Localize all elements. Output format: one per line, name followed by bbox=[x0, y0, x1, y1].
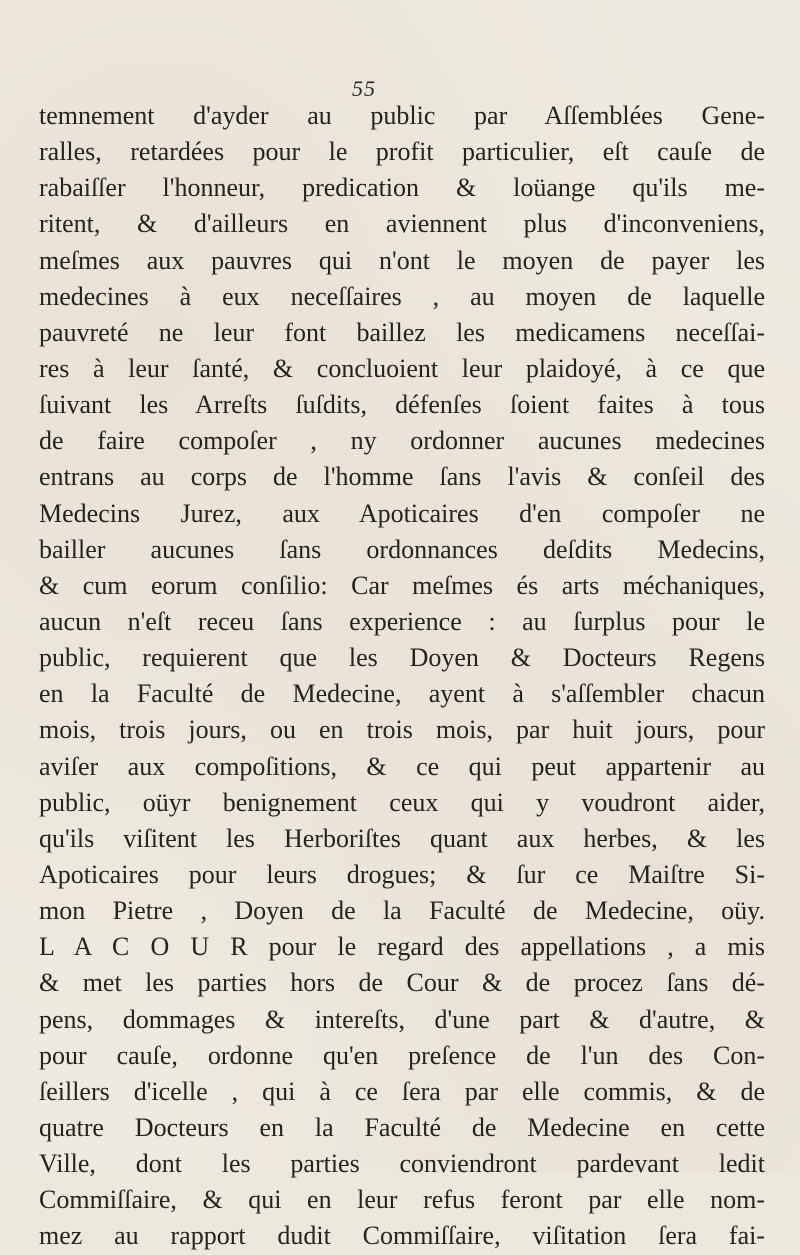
text-line: & met les parties hors de Cour & de procez ſans dé- bbox=[39, 968, 765, 998]
text-line: pour cauſe, ordonne qu'en preſence de l'un des Con- bbox=[39, 1040, 765, 1070]
text-line-latin: & cum eorum conſilio: Car meſmes és arts méchaniques, bbox=[39, 570, 765, 600]
text-line: en la Faculté de Medecine, ayent à s'aſſembler chacun bbox=[39, 679, 765, 709]
body-text bbox=[39, 98, 765, 1255]
text-line: ritent, & d'ailleurs en aviennent plus d'inconveniens, bbox=[39, 209, 765, 239]
text-line: Apoticaires pour leurs drogues; & ſur ce Maiſtre Si- bbox=[39, 859, 765, 889]
text-line: quatre Docteurs en la Faculté de Medecine en cette bbox=[39, 1112, 765, 1142]
text-line: ralles, retardées pour le profit particulier, eſt cauſe de bbox=[39, 137, 765, 167]
text-line: mois, trois jours, ou en trois mois, par huit jours, pour bbox=[39, 715, 765, 745]
text-line: public, oüyr benignement ceux qui y voudront aider, bbox=[39, 787, 765, 817]
text-line: mon Pietre , Doyen de la Faculté de Medecine, oüy. bbox=[39, 896, 765, 926]
text-line: L A C O U R pour le regard des appellations , a mis bbox=[39, 932, 765, 962]
text-line: medecines à eux neceſſaires , au moyen de laquelle bbox=[39, 281, 765, 311]
text-line: aviſer aux compoſitions, & ce qui peut appartenir au bbox=[39, 751, 765, 781]
text-line: de faire compoſer , ny ordonner aucunes medecines bbox=[39, 426, 765, 456]
text-line: Medecins Jurez, aux Apoticaires d'en compoſer ne bbox=[39, 498, 765, 528]
text-line: qu'ils viſitent les Herboriſtes quant aux herbes, & les bbox=[39, 823, 765, 853]
text-line: pauvreté ne leur font baillez les medicamens neceſſai- bbox=[39, 317, 765, 347]
text-line: public, requierent que les Doyen & Docteurs Regens bbox=[39, 643, 765, 673]
text-line: res à leur ſanté, & concluoient leur plaidoyé, à ce que bbox=[39, 353, 765, 383]
page-number: 55 bbox=[352, 76, 376, 101]
text-line: meſmes aux pauvres qui n'ont le moyen de payer les bbox=[39, 245, 765, 275]
text-line: entrans au corps de l'homme ſans l'avis & conſeil des bbox=[39, 462, 765, 492]
text-line: Ville, dont les parties conviendront pardevant ledit bbox=[39, 1149, 765, 1179]
text-line: rabaiſſer l'honneur, predication & loüange qu'ils me- bbox=[39, 173, 765, 203]
text-line: temnement d'ayder au public par Aſſemblées Gene- bbox=[39, 101, 765, 130]
text-line: aucun n'eſt receu ſans experience : au ſurplus pour le bbox=[39, 606, 765, 636]
text-line: Commiſſaire, & qui en leur refus feront par elle nom- bbox=[39, 1185, 765, 1215]
text-line: ſeillers d'icelle , qui à ce ſera par elle commis, & de bbox=[39, 1076, 765, 1106]
text-line: bailler aucunes ſans ordonnances deſdits Medecins, bbox=[39, 534, 765, 564]
text-line: pens, dommages & intereſts, d'une part & d'autre, & bbox=[39, 1004, 765, 1034]
text-line: ſuivant les Arreſts ſuſdits, défenſes ſoient faites à tous bbox=[39, 390, 765, 420]
text-line: mez au rapport dudit Commiſſaire, viſitation ſera fai- bbox=[39, 1221, 765, 1251]
